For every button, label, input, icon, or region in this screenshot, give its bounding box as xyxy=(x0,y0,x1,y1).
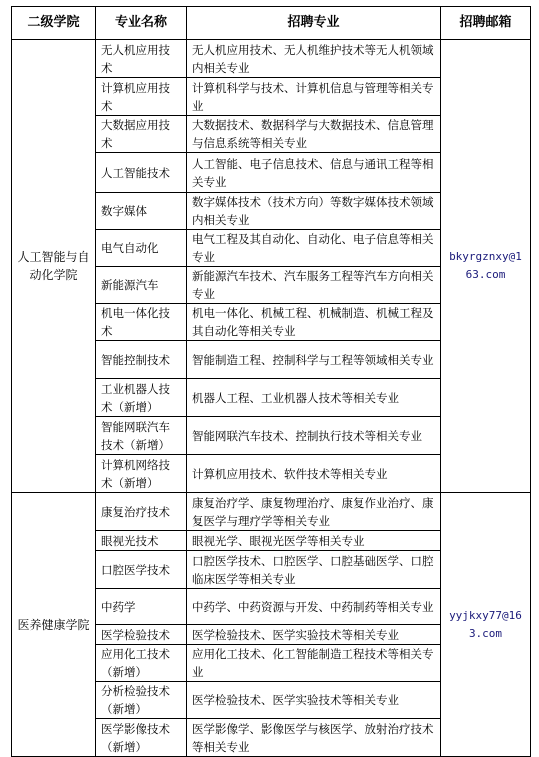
spec-cell: 数字媒体技术（技术方向）等数字媒体技术领域内相关专业 xyxy=(187,193,441,230)
major-cell: 智能网联汽车技术（新增） xyxy=(96,417,187,455)
spec-cell: 医学影像学、影像医学与核医学、放射治疗技术等相关专业 xyxy=(187,719,441,757)
major-cell: 机电一体化技术 xyxy=(96,304,187,341)
spec-cell: 医学检验技术、医学实验技术等相关专业 xyxy=(187,625,441,645)
email-link[interactable]: bkyrgznxy@163.com xyxy=(441,40,531,493)
spec-cell: 无人机应用技术、无人机维护技术等无人机领域内相关专业 xyxy=(187,40,441,78)
major-cell: 医学影像技术（新增） xyxy=(96,719,187,757)
major-cell: 智能控制技术 xyxy=(96,341,187,379)
spec-cell: 计算机科学与技术、计算机信息与管理等相关专业 xyxy=(187,78,441,116)
major-cell: 计算机网络技术（新增） xyxy=(96,455,187,493)
table-row xyxy=(12,493,531,531)
spec-cell: 应用化工技术、化工智能制造工程技术等相关专业 xyxy=(187,645,441,682)
major-cell: 眼视光技术 xyxy=(96,531,187,551)
spec-cell: 医学检验技术、医学实验技术等相关专业 xyxy=(187,682,441,719)
major-cell: 大数据应用技术 xyxy=(96,116,187,153)
spec-cell: 智能制造工程、控制科学与工程等领域相关专业 xyxy=(187,341,441,379)
table-row xyxy=(12,40,531,78)
spec-cell: 中药学、中药资源与开发、中药制药等相关专业 xyxy=(187,589,441,625)
major-cell: 计算机应用技术 xyxy=(96,78,187,116)
spec-cell: 计算机应用技术、软件技术等相关专业 xyxy=(187,455,441,493)
spec-cell: 机电一体化、机械工程、机械制造、机械工程及其自动化等相关专业 xyxy=(187,304,441,341)
header-spec: 招聘专业 xyxy=(187,7,441,40)
spec-cell: 智能网联汽车技术、控制执行技术等相关专业 xyxy=(187,417,441,455)
spec-cell: 大数据技术、数据科学与大数据技术、信息管理与信息系统等相关专业 xyxy=(187,116,441,153)
major-cell: 工业机器人技术（新增） xyxy=(96,379,187,417)
recruitment-table xyxy=(11,6,531,757)
major-cell: 人工智能技术 xyxy=(96,153,187,193)
spec-cell: 康复治疗学、康复物理治疗、康复作业治疗、康复医学与理疗学等相关专业 xyxy=(187,493,441,531)
major-cell: 口腔医学技术 xyxy=(96,551,187,589)
spec-cell: 眼视光学、眼视光医学等相关专业 xyxy=(187,531,441,551)
spec-cell: 电气工程及其自动化、自动化、电子信息等相关专业 xyxy=(187,230,441,267)
email-link[interactable]: yyjkxy77@163.com xyxy=(441,493,531,757)
major-cell: 无人机应用技术 xyxy=(96,40,187,78)
major-cell: 中药学 xyxy=(96,589,187,625)
header-college: 二级学院 xyxy=(12,7,96,40)
major-cell: 康复治疗技术 xyxy=(96,493,187,531)
major-cell: 电气自动化 xyxy=(96,230,187,267)
header-major: 专业名称 xyxy=(96,7,187,40)
major-cell: 数字媒体 xyxy=(96,193,187,230)
spec-cell: 新能源汽车技术、汽车服务工程等汽车方向相关专业 xyxy=(187,267,441,304)
college-cell: 人工智能与自动化学院 xyxy=(12,40,96,493)
spec-cell: 机器人工程、工业机器人技术等相关专业 xyxy=(187,379,441,417)
major-cell: 应用化工技术（新增） xyxy=(96,645,187,682)
major-cell: 医学检验技术 xyxy=(96,625,187,645)
header-row xyxy=(12,7,531,40)
spec-cell: 口腔医学技术、口腔医学、口腔基础医学、口腔临床医学等相关专业 xyxy=(187,551,441,589)
spec-cell: 人工智能、电子信息技术、信息与通讯工程等相关专业 xyxy=(187,153,441,193)
major-cell: 新能源汽车 xyxy=(96,267,187,304)
header-email: 招聘邮箱 xyxy=(441,7,531,40)
college-cell: 医养健康学院 xyxy=(12,493,96,757)
major-cell: 分析检验技术（新增） xyxy=(96,682,187,719)
